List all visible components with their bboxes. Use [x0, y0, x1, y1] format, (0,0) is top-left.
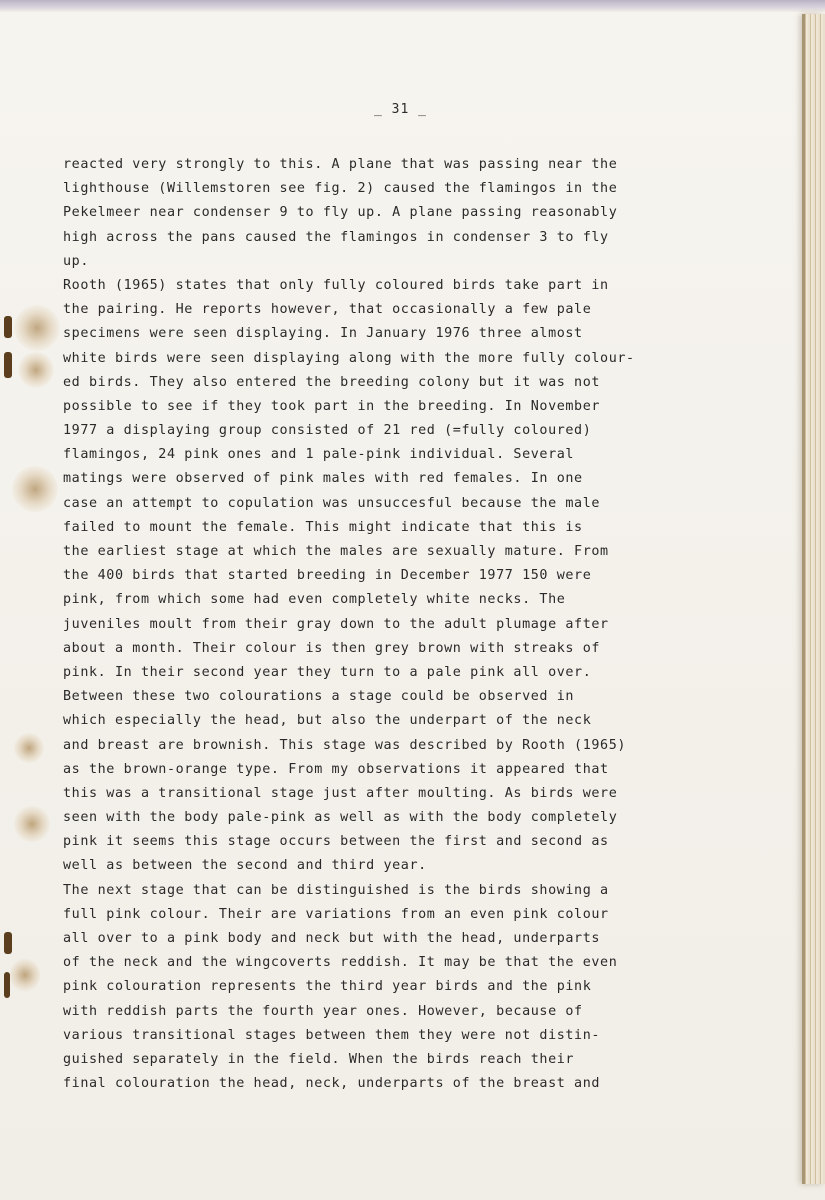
- text-line: the earliest stage at which the males are sexually mature. From: [63, 544, 609, 559]
- text-line: which especially the head, but also the underpart of the neck: [63, 713, 592, 729]
- text-line: Pekelmeer near condenser 9 to fly up. A plane passing reasonably: [63, 205, 618, 221]
- text-line: case an attempt to copulation was unsuccesful because the male: [63, 495, 601, 511]
- text-line: the 400 birds that started breeding in December 1977 150 were: [63, 568, 592, 584]
- text-line: up.: [63, 253, 89, 269]
- book-edge-shadow: [802, 14, 805, 1184]
- foxing-stain: [10, 958, 40, 992]
- text-line: specimens were seen displaying. In January 1976 three almost: [63, 326, 583, 342]
- text-line: various transitional stages between them they were not distin-: [63, 1027, 601, 1043]
- foxing-stain: [12, 466, 58, 512]
- text-line: high across the pans caused the flamingos in condenser 3 to fly: [63, 229, 609, 245]
- text-line: white birds were seen displaying along with the more fully colour-: [63, 350, 635, 366]
- foxing-stain: [14, 806, 50, 842]
- text-line: this was a transitional stage just after moulting. As birds were: [63, 785, 618, 801]
- binding-hole-mark: [4, 972, 10, 998]
- text-line: Rooth (1965) states that only fully coloured birds take part in: [63, 277, 609, 293]
- foxing-stain: [14, 733, 44, 763]
- page-top-edge: [0, 0, 825, 12]
- text-line: and breast are brownish. This stage was described by Rooth (1965): [63, 737, 627, 753]
- text-line: well as between the second and third year.: [63, 858, 427, 874]
- binding-hole-mark: [4, 932, 12, 954]
- text-line: pink. In their second year they turn to a pale pink all over.: [63, 664, 592, 680]
- text-line: lighthouse (Willemstoren see fig. 2) caused the flamingos in the: [63, 181, 618, 197]
- text-line: reacted very strongly to this. A plane that was passing near the: [63, 157, 618, 172]
- text-line: final colouration the head, neck, underparts of the breast and: [63, 1076, 601, 1092]
- text-line: of the neck and the wingcoverts reddish. It may be that the even: [63, 955, 618, 971]
- text-line: 1977 a displaying group consisted of 21 red (=fully coloured): [63, 423, 592, 439]
- text-line: Between these two colourations a stage could be observed in: [63, 689, 575, 705]
- text-line: possible to see if they took part in the breeding. In November: [63, 398, 601, 414]
- text-line: failed to mount the female. This might indicate that this is: [63, 519, 583, 535]
- book-page-edges: [803, 14, 825, 1184]
- text-line: with reddish parts the fourth year ones. However, because of: [63, 1003, 583, 1019]
- binding-hole-mark: [4, 316, 12, 338]
- text-line: the pairing. He reports however, that occasionally a few pale: [63, 302, 592, 318]
- text-line: as the brown-orange type. From my observations it appeared that: [63, 761, 609, 777]
- text-line: ed birds. They also entered the breeding colony but it was not: [63, 374, 601, 390]
- text-line: seen with the body pale-pink as well as with the body completely: [63, 810, 618, 826]
- text-line: flamingos, 24 pink ones and 1 pale-pink individual. Several: [63, 447, 575, 463]
- text-line: about a month. Their colour is then grey brown with streaks of: [63, 640, 601, 656]
- body-text: [63, 153, 713, 1096]
- text-line: all over to a pink body and neck but with the head, underparts: [63, 931, 601, 946]
- text-line: juveniles moult from their gray down to the adult plumage after: [63, 616, 609, 632]
- page-number: _ 31 _: [374, 102, 427, 117]
- foxing-stain: [14, 305, 60, 351]
- text-line: pink, from which some had even completely white necks. The: [63, 592, 566, 608]
- text-line: pink colouration represents the third year birds and the pink: [63, 979, 592, 995]
- text-line: The next stage that can be distinguished is the birds showing a: [63, 882, 609, 898]
- binding-hole-mark: [4, 352, 12, 378]
- text-line: pink it seems this stage occurs between the first and second as: [63, 834, 609, 850]
- foxing-stain: [18, 352, 54, 388]
- text-line: matings were observed of pink males with red females. In one: [63, 471, 583, 487]
- text-line: guished separately in the field. When the birds reach their: [63, 1051, 575, 1067]
- text-line: full pink colour. Their are variations from an even pink colour: [63, 906, 609, 922]
